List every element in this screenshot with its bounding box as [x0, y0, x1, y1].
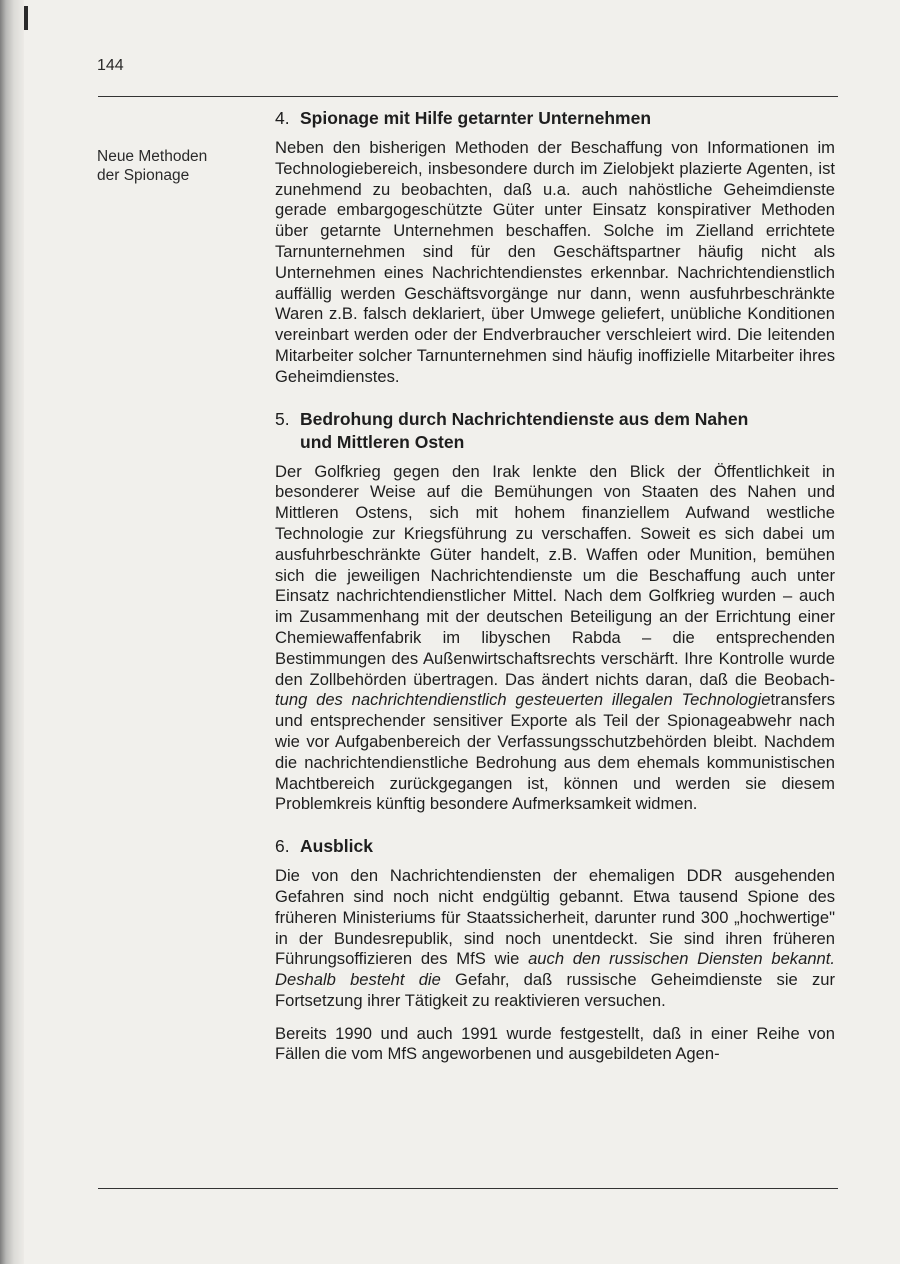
page-number: 144 — [97, 57, 124, 74]
section-5-title-line-2: und Mittleren Osten — [300, 431, 465, 452]
section-5-text-a: Der Golfkrieg gegen den Irak lenkte den Blick der Öffentlichkeit in besonderer Weise auf die Bemühungen von Staaten des Nahen und Mittleren Ostens, sich mit hohem finanziellem Aufwand westliche Technologie zur Kriegsführung zu verschaffen. Soweit es sich dabei um ausfuhrbeschränkte Güter handelt, z.B. Waffen oder Munition, bemühen sich die jeweiligen Nachrichtendienste um die Beschaffung auch unter Einsatz nachrichtendienstlicher Mittel. Nach dem Golfkrieg wurden – auch im Zusammenhang mit der deutschen Beteiligung an der Errichtung einer Chemiewaffenfabrik im libyschen Rabda – die entsprechenden Bestimmungen des Außenwirtschaftsrechts verschärft. Ihre Kontrolle wurde den Zollbehörden übertragen. Das ändert nichts daran, daß die Beobach — [275, 461, 835, 689]
section-6-text-italic: auch den russischen Diensten bekannt. Deshalb besteht die — [275, 949, 835, 990]
section-5-text-italic: tung des nachrichtendienstlich gesteuerten illegalen Technologie — [275, 690, 771, 710]
main-text-column — [275, 107, 835, 1065]
header-rule — [98, 96, 838, 97]
section-6-text-a: Die von den Nachrichtendiensten der ehemaligen DDR ausgehenden Gefahren sind noch nicht endgültig gebannt. Etwa tausend Spione des früheren Ministeriums für Staatssicherheit, darunter rund 300 „hochwertige" in der Bundesrepublik, sind noch unentdeckt. Sie sind ihren früheren Führungsoffizieren des MfS wie — [275, 866, 835, 969]
section-6-title: Ausblick — [300, 836, 373, 857]
section-6-number: 6. — [275, 836, 290, 857]
scan-corner-mark — [24, 6, 42, 30]
section-6-heading — [275, 835, 835, 858]
footer-rule — [98, 1188, 838, 1189]
scan-binding-edge — [0, 0, 24, 1264]
section-4-number: 4. — [275, 108, 290, 128]
section-6-paragraph-2: Bereits 1990 und auch 1991 wurde festgestellt, daß in einer Reihe von Fällen die vom MfS angeworbenen und ausgebildeten Agen- — [275, 1023, 835, 1064]
section-5-paragraph — [275, 462, 835, 816]
section-6-paragraph-1 — [275, 866, 835, 1012]
section-4-title: Spionage mit Hilfe getarnter Unternehmen — [300, 108, 652, 128]
margin-note-line-1: Neue Methoden — [97, 148, 208, 165]
section-5-number: 5. — [275, 408, 290, 429]
section-4-paragraph: Neben den bisherigen Methoden der Beschaffung von Informationen im Technologiebereich, insbesondere durch im Zielobjekt plazierte Agenten, ist zunehmend zu beobachten, daß u.a. auch nahöstliche Geheimdienste gerade embargogeschützte Güter unter Einsatz konspirativer Methoden über getarnte Unternehmen beschaffen. Solche im Zielland errichtete Tarnunternehmen sind für den Geschäftspartner häufig nicht als Unternehmen eines Nachrichtendienstes erkennbar. Nachrichtendienstlich auffällig werden Geschäftsvorgänge nur dann, wenn ausfuhrbeschränkte Waren z.B. falsch deklariert, über Umwege geliefert, unübliche Konditionen vereinbart werden oder der Endverbraucher verschleiert wird. Die leitenden Mitarbeiter solcher Tarnunternehmen sind häufig inoffizielle Mitarbeiter ihres Geheimdienstes. — [275, 138, 835, 386]
section-4-heading — [275, 107, 835, 130]
margin-note — [97, 147, 257, 185]
section-6-text-b: Gefahr, daß russische Geheimdienste sie zur Fortsetzung ihrer Tätigkeit zu reaktivieren versuchen. — [275, 970, 836, 1010]
margin-note-line-2: der Spionage — [97, 167, 190, 184]
section-5-title — [300, 408, 748, 454]
section-5-title-line-1: Bedrohung durch Nachrichtendienste aus dem Nahen — [300, 408, 749, 429]
section-5-text-b: transfers und entsprechender sensitiver Exporte als Teil der Spionageabwehr nach wie vor Aufgabenbereich der Verfassungsschutzbehörden bleibt. Nachdem die nachrichtendienstliche Bedrohung aus dem ehemals kommunistischen Machtbereich zurückgegangen ist, können und werden sie diesem Problemkreis künftig besondere Aufmerksamkeit widmen. — [275, 690, 835, 814]
section-5-heading — [275, 408, 835, 454]
